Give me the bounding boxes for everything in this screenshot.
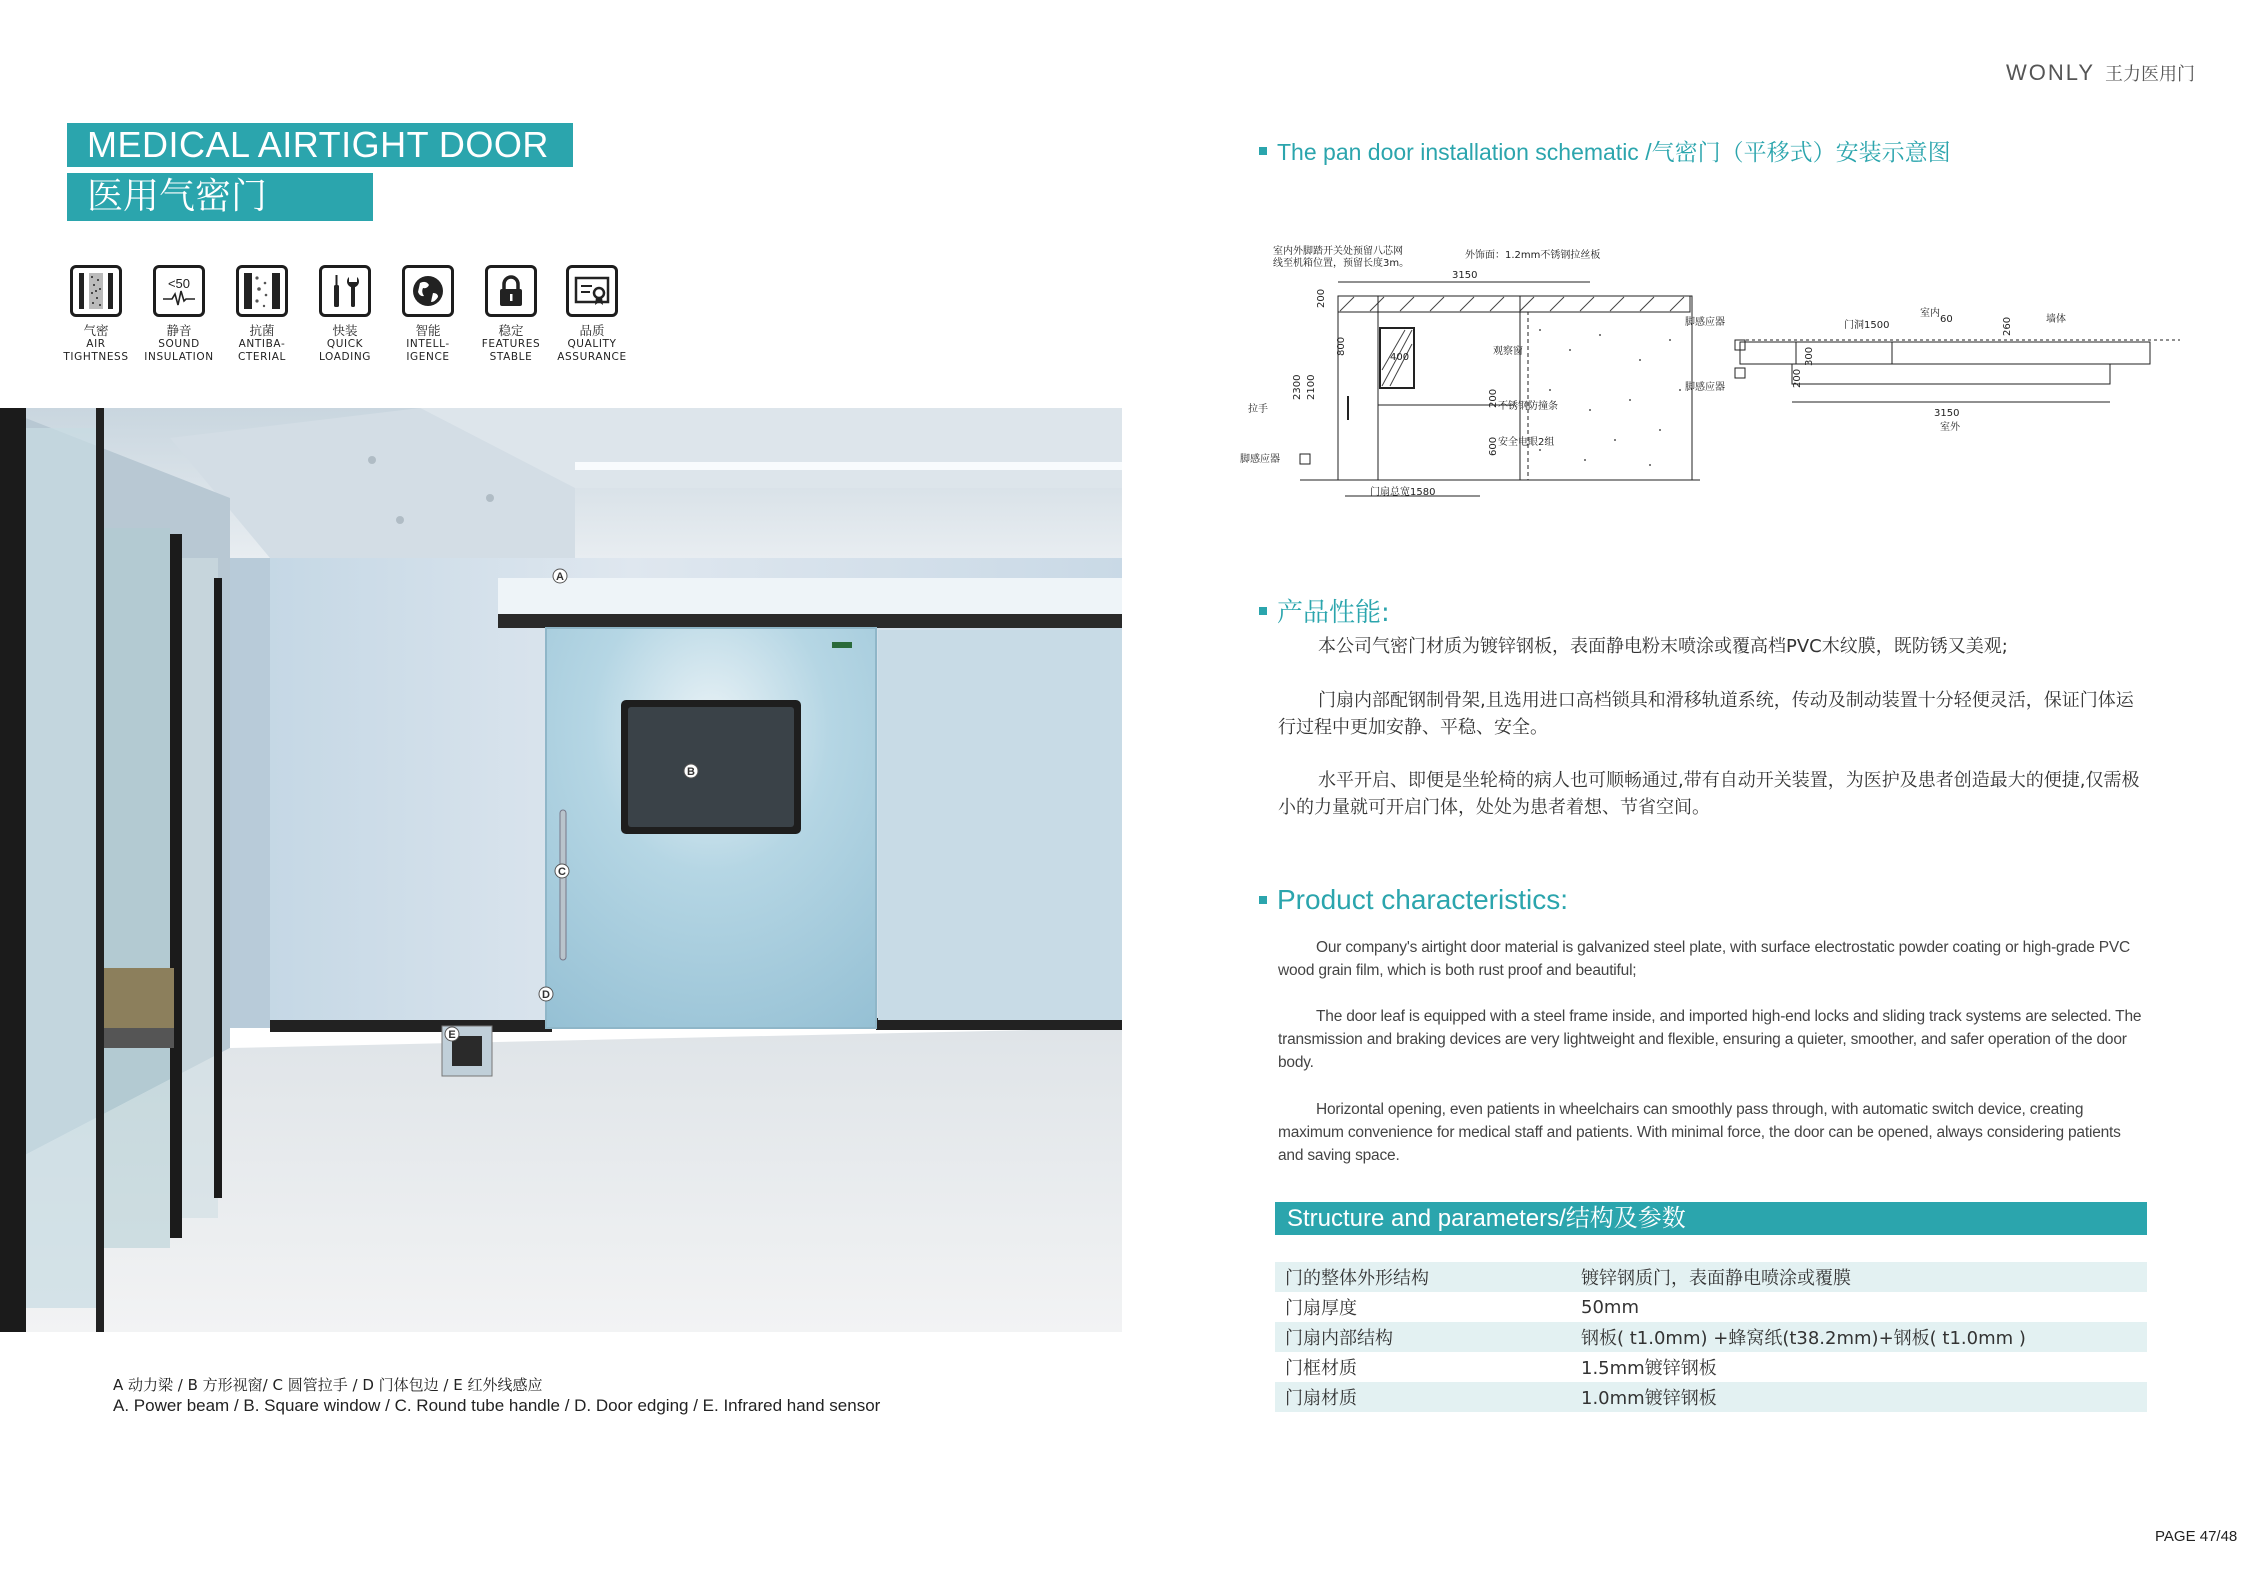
- performance-paragraph: 本公司气密门材质为镀锌钢板，表面静电粉末喷涂或覆高档PVC木纹膜，既防锈又美观;: [1318, 636, 2008, 657]
- feature-label-cn: 稳定: [498, 323, 524, 338]
- table-row: [1275, 1292, 2147, 1322]
- schem-dim: 200: [1488, 388, 1499, 408]
- param-value: 1.5mm镀锌钢板: [1581, 1358, 1717, 1379]
- svg-text:E: E: [448, 1029, 456, 1041]
- feature-label-en: FEATURES: [481, 338, 541, 350]
- characteristics-paragraph: Horizontal opening, even patients in wheelchairs can smoothly pass through, with automatic switch device, creating maximum convenience for medical staff and patients. With minimal force, the door can be opened, always considering patients and saving space.: [1278, 1101, 2121, 1164]
- photo-caption-cn: A 动力梁 / B 方形视窗/ C 圆管拉手 / D 门体包边 / E 红外线感应: [113, 1376, 543, 1394]
- feature-label-en: INSULATION: [144, 351, 214, 363]
- schematic-heading: [1259, 134, 1951, 167]
- feature-label-cn: 智能: [415, 323, 441, 338]
- lock-icon: [485, 265, 537, 317]
- schem-dim: 300: [1804, 346, 1815, 366]
- photo-marker-a: [553, 569, 567, 583]
- schem-dim: 260: [2002, 316, 2013, 336]
- table-row: [1275, 1382, 2147, 1412]
- schem-note: 外饰面：1.2mm不锈钢拉丝板: [1465, 250, 1601, 261]
- feature-label-en: CTERIAL: [237, 351, 286, 363]
- table-row: [1275, 1262, 2147, 1292]
- photo-marker-e: [445, 1027, 459, 1041]
- schem-label: 脚感应器: [1685, 382, 1725, 393]
- feature-stable: [469, 265, 553, 364]
- feature-antibacterial: [220, 265, 304, 364]
- characteristics-heading: [1259, 884, 1568, 916]
- schem-dim: 门洞1500: [1844, 320, 1890, 331]
- feature-label-en: AIR: [86, 338, 106, 350]
- sound-insulation-icon: [153, 265, 205, 317]
- performance-paragraph: 门扇内部配钢制骨架,且选用进口高档锁具和滑移轨道系统，传动及制动装置十分轻便灵活，保证门体运行过程中更加安静、平稳、安全。: [1278, 690, 2134, 738]
- title-english: MEDICAL AIRTIGHT DOOR: [67, 123, 573, 167]
- bullet-square: [1259, 147, 1267, 155]
- photo-marker-c: [555, 864, 569, 878]
- characteristics-paragraph: The door leaf is equipped with a steel frame inside, and imported high-end locks and sliding track systems are selected. The transmission and braking devices are very lightweight and flexible, ensuring a quieter, smoother, and safer operation of the door body.: [1278, 1008, 2142, 1071]
- param-key: 门的整体外形结构: [1275, 1262, 1581, 1292]
- feature-sound-insulation: [137, 265, 221, 364]
- schem-dim: 800: [1336, 336, 1347, 356]
- schem-note: 线至机箱位置，预留长度3m。: [1273, 258, 1410, 269]
- characteristics-heading-text: Product characteristics:: [1277, 884, 1568, 915]
- param-value: 镀锌钢质门，表面静电喷涂或覆膜: [1581, 1262, 2147, 1292]
- feature-label-en: SOUND: [158, 338, 200, 350]
- installation-schematic: [1240, 240, 2180, 510]
- svg-text:D: D: [542, 989, 550, 1001]
- parameters-table: [1275, 1262, 2147, 1412]
- schem-label: 室内: [1920, 308, 1940, 319]
- certificate-icon: [566, 265, 618, 317]
- feature-label-en: ASSURANCE: [557, 351, 627, 363]
- feature-label-cn: 抗菌: [249, 323, 275, 338]
- schem-label: 室外: [1940, 422, 1960, 433]
- brand-logo: [2006, 60, 2195, 86]
- schem-dim: 600: [1488, 436, 1499, 456]
- schem-label: 脚感应器: [1240, 454, 1280, 465]
- schem-dim: 3150: [1934, 408, 1960, 419]
- table-row: [1275, 1352, 2147, 1382]
- param-value: 1.0mm镀锌钢板: [1581, 1382, 2147, 1412]
- schem-label: 观察窗: [1493, 346, 1523, 357]
- feature-label-en: LOADING: [318, 351, 372, 363]
- feature-air-tightness: [54, 265, 138, 364]
- svg-text:C: C: [558, 866, 566, 878]
- schem-label: 不锈钢防撞条: [1498, 401, 1558, 412]
- structure-heading: Structure and parameters/结构及参数: [1275, 1202, 2147, 1235]
- feature-label-en: STABLE: [489, 351, 533, 363]
- feature-label-en: INTELL-: [406, 338, 450, 350]
- schem-dim: 3150: [1452, 270, 1478, 281]
- page-number: PAGE 47/48: [2155, 1528, 2238, 1545]
- feature-label-cn: 静音: [166, 323, 192, 338]
- sound-level-text: <50: [167, 276, 191, 291]
- feature-label-cn: 快装: [332, 323, 358, 338]
- characteristics-paragraph: Our company's airtight door material is galvanized steel plate, with surface electrostatic powder coating or high-grade PVC wood grain film, which is both rust proof and beautiful;: [1278, 939, 2131, 979]
- schem-dim: 200: [1792, 368, 1803, 388]
- feature-label-cn: 品质: [579, 323, 605, 338]
- tools-icon: [319, 265, 371, 317]
- schem-label: 拉手: [1248, 404, 1268, 415]
- param-key: 门扇内部结构: [1275, 1322, 1581, 1352]
- schem-dim: 60: [1940, 314, 1953, 325]
- param-key: 门扇厚度: [1285, 1298, 1357, 1319]
- photo-marker-d: [539, 987, 553, 1001]
- feature-label-en: IGENCE: [406, 351, 450, 363]
- schem-dim: 200: [1316, 288, 1327, 308]
- bullet-square: [1259, 896, 1267, 904]
- antibacterial-icon: [236, 265, 288, 317]
- logo-text-cn: 王力医用门: [2105, 64, 2196, 85]
- bullet-square: [1259, 607, 1267, 615]
- feature-label-cn: 气密: [83, 323, 109, 338]
- photo-caption-en: A. Power beam / B. Square window / C. Round tube handle / D. Door edging / E. Infrared hand sensor: [113, 1396, 881, 1415]
- feature-label-en: QUICK: [326, 338, 364, 350]
- param-key: 门框材质: [1285, 1358, 1357, 1379]
- product-photo: [0, 408, 1122, 1332]
- performance-heading-text: 产品性能:: [1277, 598, 1390, 628]
- schem-label: 墙体: [2046, 314, 2066, 325]
- param-key: 门扇材质: [1275, 1382, 1581, 1412]
- schem-dim: 2100: [1306, 374, 1317, 400]
- svg-text:B: B: [687, 766, 695, 778]
- feature-label-en: QUALITY: [567, 338, 617, 350]
- globe-icon: [402, 265, 454, 317]
- feature-intelligence: [386, 265, 470, 364]
- param-value: 钢板( t1.0mm) +蜂窝纸(t38.2mm)+钢板( t1.0mm ): [1581, 1322, 2147, 1352]
- schem-dim: 400: [1390, 352, 1410, 363]
- title-chinese: 医用气密门: [67, 173, 373, 221]
- photo-marker-b: [684, 764, 698, 778]
- performance-heading: [1259, 592, 1390, 629]
- feature-label-en: TIGHTNESS: [63, 351, 129, 363]
- performance-paragraph: 水平开启、即便是坐轮椅的病人也可顺畅通过,带有自动开关装置，为医护及患者创造最大的便捷,仅需极小的力量就可开启门体，处处为患者着想、节省空间。: [1278, 770, 2140, 818]
- schem-label: 安全电眼2组: [1498, 437, 1555, 448]
- logo-text-en: WONLY: [2006, 60, 2096, 85]
- feature-label-en: ANTIBA-: [238, 338, 286, 350]
- schem-label: 脚感应器: [1685, 317, 1725, 328]
- schem-note: 室内外脚踏开关处预留八芯网: [1273, 246, 1403, 257]
- param-value: 50mm: [1581, 1296, 1639, 1318]
- schematic-heading-text: The pan door installation schematic /气密门（平移式）安装示意图: [1277, 139, 1951, 165]
- schem-label: 门扇总宽1580: [1370, 487, 1436, 498]
- feature-quality: [550, 265, 634, 364]
- svg-text:A: A: [556, 571, 564, 583]
- air-tightness-icon: [70, 265, 122, 317]
- feature-quick-loading: [303, 265, 387, 364]
- table-row: [1275, 1322, 2147, 1352]
- schem-dim: 2300: [1292, 374, 1303, 400]
